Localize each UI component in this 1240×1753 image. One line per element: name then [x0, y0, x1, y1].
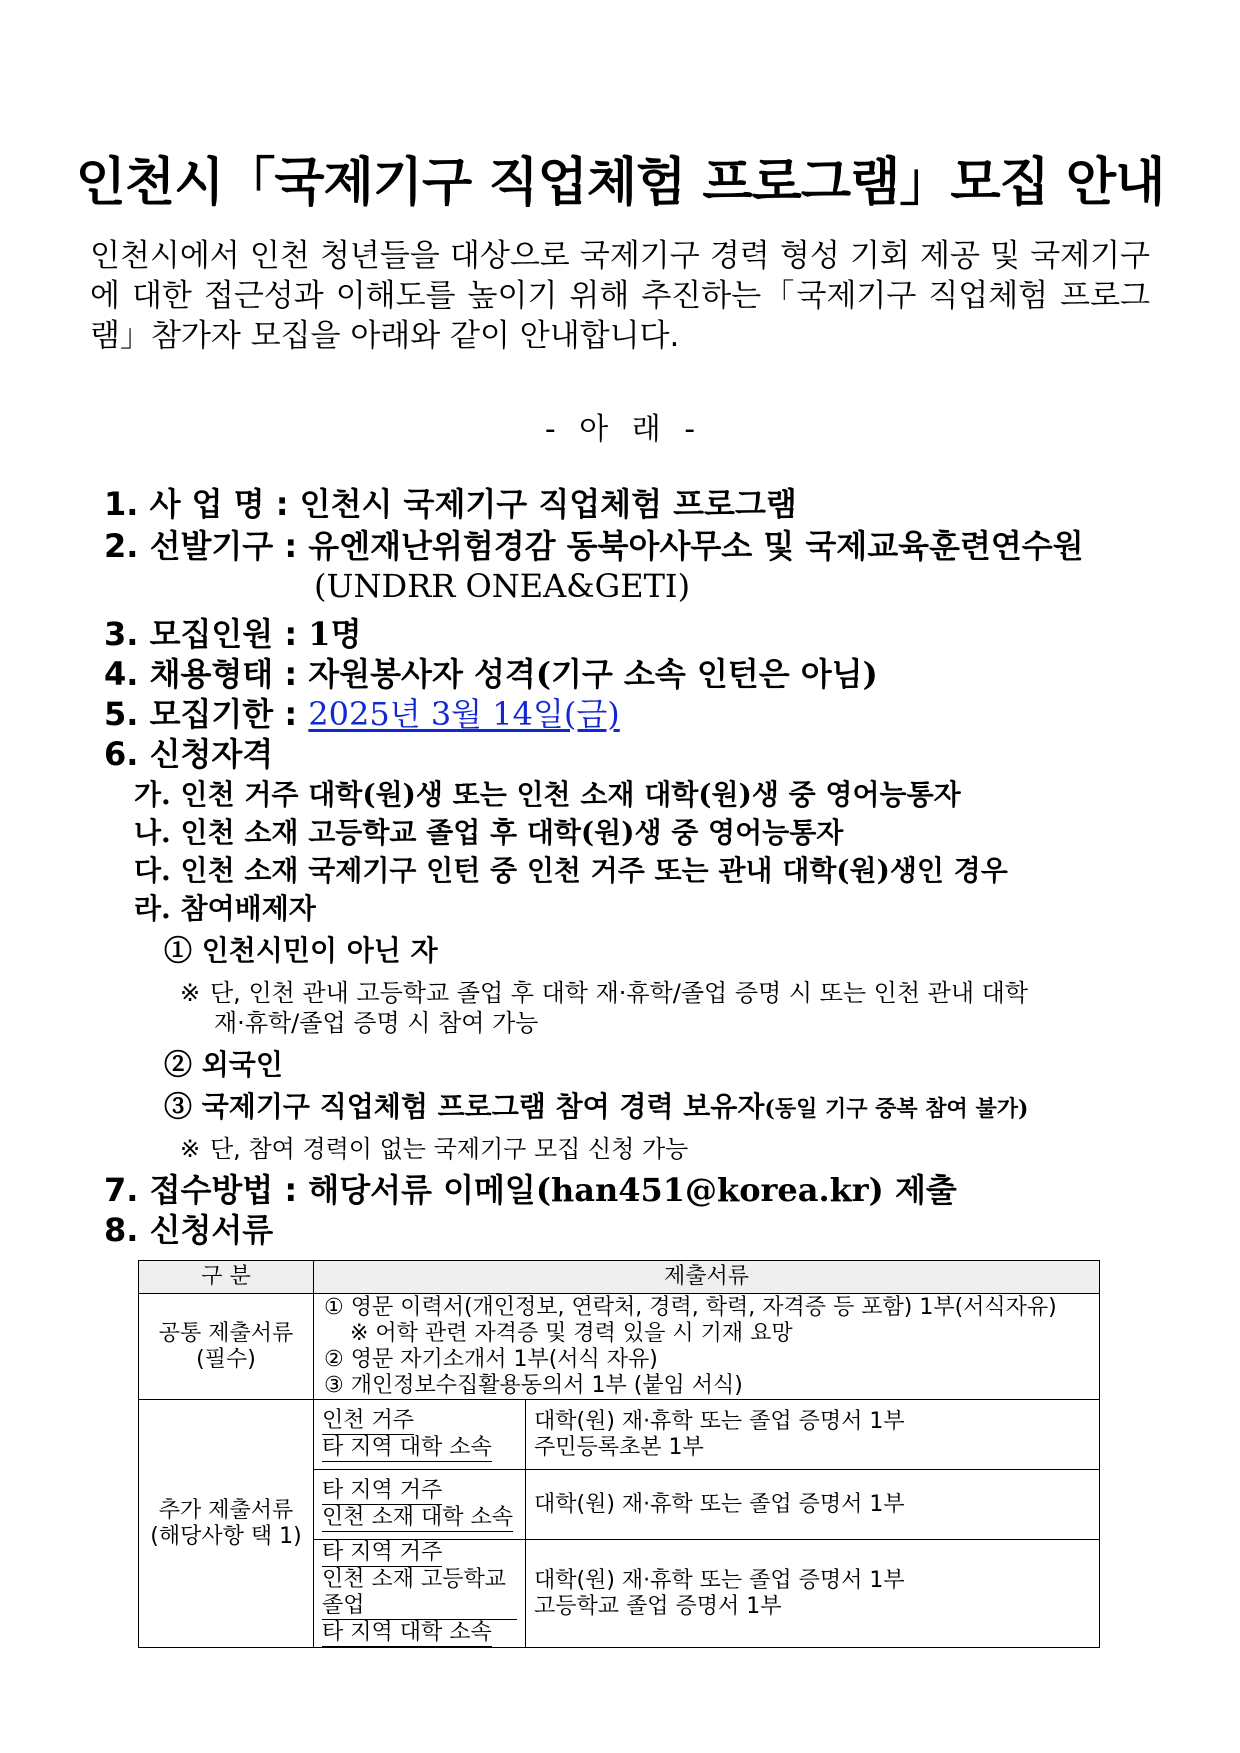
exclusion-text: ③ 국제기구 직업체험 프로그램 참여 경력 보유자 — [164, 1090, 765, 1123]
qualification-item: 다. 인천 소재 국제기구 인턴 중 인천 거주 또는 관내 대학(원)생인 경우 — [134, 854, 1008, 887]
note-1-continued: 재·휴학/졸업 증명 시 참여 가능 — [214, 1009, 539, 1037]
section-selecting-org — [104, 526, 1084, 566]
section-label: 1. 사 업 명 : — [104, 485, 289, 523]
section-recruit-count — [104, 614, 361, 654]
section-label: 5. 모집기한 : — [104, 695, 298, 733]
note-mark: ※ — [180, 1135, 201, 1163]
document-text: 대학(원) 재·휴학 또는 졸업 증명서 1부 — [534, 1408, 905, 1434]
documents-table — [138, 1260, 1100, 1648]
common-category — [139, 1294, 314, 1400]
category-text: (필수) — [196, 1346, 256, 1372]
qualification-item: 가. 인천 거주 대학(원)생 또는 인천 소재 대학(원)생 중 영어능통자 — [134, 778, 961, 811]
document-cell — [526, 1540, 1100, 1648]
exclusion-item: ① 인천시민이 아닌 자 — [164, 934, 438, 967]
section-label: 6. 신청자격 — [104, 735, 274, 773]
section-selecting-org-abbr — [314, 566, 690, 606]
note-2 — [180, 1134, 688, 1164]
document-item: ① 영문 이력서(개인정보, 연락처, 경력, 학력, 자격증 등 포함) 1부(서식자유) — [324, 1294, 1057, 1320]
exclusion-item: ② 외국인 — [164, 1048, 283, 1081]
section-documents — [104, 1210, 273, 1250]
section-deadline — [104, 694, 620, 734]
exclusion-suffix: (동일 기구 중복 참여 불가) — [764, 1096, 1029, 1122]
condition-text: 타 지역 거주 — [322, 1540, 443, 1565]
section-value: 자원봉사자 성격(기구 소속 인턴은 아님) — [308, 655, 878, 693]
section-label: 2. 선발기구 : — [104, 527, 298, 565]
table-header: 제출서류 — [314, 1261, 1100, 1294]
document-text: 고등학교 졸업 증명서 1부 — [534, 1593, 782, 1619]
table-header-row — [139, 1261, 1100, 1294]
document-text: 대학(원) 재·휴학 또는 졸업 증명서 1부 — [534, 1567, 905, 1593]
section-label: 3. 모집인원 : — [104, 615, 298, 653]
condition-text: 타 지역 대학 소속 — [322, 1434, 492, 1460]
table-row — [139, 1294, 1100, 1400]
note-1 — [180, 978, 1028, 1008]
condition-text: 인천 거주 — [322, 1407, 415, 1433]
section-eligibility — [104, 734, 273, 774]
section-employment-type — [104, 654, 878, 694]
note-text: 단, 참여 경력이 없는 국제기구 모집 신청 가능 — [210, 1135, 689, 1163]
note-mark: ※ — [180, 979, 201, 1007]
category-text: 공통 제출서류 — [158, 1320, 294, 1346]
category-text: 추가 제출서류 — [158, 1497, 294, 1523]
section-value: 1명 — [308, 615, 362, 653]
table-row — [139, 1400, 1100, 1470]
qualification-item: 라. 참여배제자 — [134, 892, 316, 925]
section-label: 7. 접수방법 : — [104, 1171, 298, 1209]
section-value: 해당서류 이메일(han451@korea.kr) 제출 — [308, 1171, 957, 1209]
section-value: 인천시 국제기구 직업체험 프로그램 — [299, 485, 797, 523]
condition-cell — [314, 1470, 526, 1540]
category-text: (해당사항 택 1) — [150, 1523, 302, 1549]
document-item: ② 영문 자기소개서 1부(서식 자유) — [324, 1346, 658, 1372]
document-text: 주민등록초본 1부 — [534, 1434, 704, 1460]
section-submission-method — [104, 1170, 957, 1210]
condition-cell — [314, 1540, 526, 1648]
document-cell — [526, 1400, 1100, 1470]
table-header: 구 분 — [139, 1261, 314, 1294]
section-value: 유엔재난위험경감 동북아사무소 및 국제교육훈련연수원 — [308, 527, 1084, 565]
condition-cell — [314, 1400, 526, 1470]
deadline-value: 2025년 3월 14일(금) — [308, 695, 620, 733]
document-note: ※ 어학 관련 자격증 및 경력 있을 시 기재 요망 — [350, 1320, 793, 1346]
section-label: 4. 채용형태 : — [104, 655, 298, 693]
document-item: ③ 개인정보수집활용동의서 1부 (붙임 서식) — [324, 1372, 743, 1398]
qualification-item: 나. 인천 소재 고등학교 졸업 후 대학(원)생 중 영어능통자 — [134, 816, 844, 849]
section-value: (UNDRR ONEA&GETI) — [314, 567, 691, 605]
condition-text: 인천 소재 고등학교 졸업 — [322, 1567, 517, 1620]
intro-paragraph: 인천시에서 인천 청년들을 대상으로 국제기구 경력 형성 기회 제공 및 국제기구에 대한 접근성과 이해도를 높이기 위해 추진하는「국제기구 직업체험 프로그램」참가자 모집을 아래와 같이 안내합니다. — [90, 238, 1150, 354]
note-text: 단, 인천 관내 고등학교 졸업 후 대학 재·휴학/졸업 증명 시 또는 인천 관내 대학 — [210, 979, 1029, 1007]
document-cell — [526, 1470, 1100, 1540]
condition-text: 인천 소재 대학 소속 — [322, 1504, 513, 1530]
document-text: 대학(원) 재·휴학 또는 졸업 증명서 1부 — [534, 1491, 905, 1517]
additional-category — [139, 1400, 314, 1648]
condition-text: 타 지역 대학 소속 — [322, 1620, 492, 1645]
below-heading: - 아 래 - — [544, 412, 696, 447]
section-label: 8. 신청서류 — [104, 1211, 274, 1249]
page-title: 인천시「국제기구 직업체험 프로그램」모집 안내 — [75, 153, 1165, 213]
condition-text: 타 지역 거주 — [322, 1477, 443, 1503]
section-business-name — [104, 484, 797, 524]
common-documents — [314, 1294, 1100, 1400]
exclusion-item — [164, 1088, 1028, 1128]
